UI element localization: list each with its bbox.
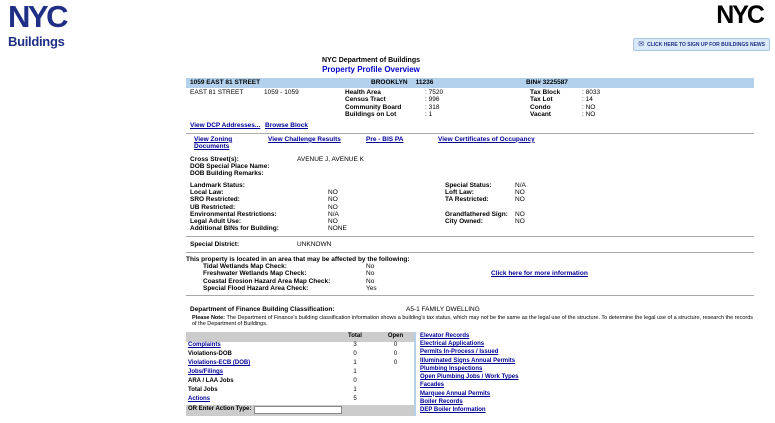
attribute-row bbox=[190, 225, 754, 232]
attribute-label-2 bbox=[445, 225, 515, 232]
record-total: 1 bbox=[353, 387, 357, 394]
detail-value: : 7520 bbox=[425, 88, 444, 96]
attribute-label: Environmental Restrictions: bbox=[190, 210, 277, 218]
property-address: 1059 EAST 81 STREET bbox=[190, 79, 261, 87]
divider bbox=[186, 133, 754, 134]
property-details bbox=[186, 89, 754, 119]
nav-link[interactable]: Pre - BIS PA bbox=[366, 135, 404, 143]
detail-label: Tax Block bbox=[530, 88, 561, 96]
bin-number: BIN# 3225587 bbox=[526, 79, 568, 87]
detail-value: : 14 bbox=[582, 96, 593, 104]
buildings-news-signup-link[interactable] bbox=[633, 38, 770, 51]
detail-label: Vacant bbox=[530, 111, 551, 119]
record-link[interactable]: DEP Boiler Information bbox=[420, 407, 486, 414]
detail-label: Health Area bbox=[345, 88, 381, 96]
check-label: Special Flood Hazard Area Check: bbox=[203, 284, 309, 292]
detail-label: Community Board bbox=[345, 103, 402, 111]
nav-link[interactable]: View Certificates of Occupancy bbox=[438, 135, 535, 143]
check-value: Yes bbox=[366, 284, 377, 292]
record-total: 0 bbox=[353, 378, 357, 385]
nav-link[interactable]: View Challenge Results bbox=[268, 135, 341, 143]
attribute-label: SRO Restricted: bbox=[190, 196, 240, 204]
record-row bbox=[186, 360, 414, 369]
attributes-block bbox=[186, 156, 754, 233]
attribute-label-2: City Owned: bbox=[445, 218, 483, 226]
records-section bbox=[186, 332, 754, 416]
record-link[interactable]: Electrical Applications bbox=[420, 340, 485, 347]
record-link[interactable]: Boiler Records bbox=[420, 399, 463, 405]
attribute-label-2: Grandfathered Sign: bbox=[445, 210, 508, 218]
detail-link[interactable]: View DCP Addresses... bbox=[190, 121, 261, 129]
record-row bbox=[186, 369, 414, 378]
property-header-bar bbox=[186, 78, 754, 88]
area-check-row bbox=[186, 285, 754, 292]
detail-label: Tax Lot bbox=[530, 96, 553, 104]
attribute-row bbox=[190, 182, 754, 189]
nav-link[interactable]: View Zoning Documents bbox=[194, 135, 233, 151]
record-link[interactable]: Plumbing Inspections bbox=[420, 365, 483, 372]
details-mid-column bbox=[345, 89, 530, 119]
attribute-value-2: NO bbox=[515, 218, 525, 226]
record-links-panel bbox=[414, 332, 754, 416]
open-column-header: Open bbox=[387, 332, 404, 339]
detail-value: : 8033 bbox=[582, 88, 601, 96]
attribute-row bbox=[190, 189, 754, 196]
cross-streets-value: AVENUE J, AVENUE K bbox=[297, 155, 364, 163]
detail-value: : 318 bbox=[425, 103, 440, 111]
attribute-value-2: NO bbox=[515, 210, 525, 218]
action-type-row bbox=[186, 405, 414, 416]
record-row bbox=[186, 378, 414, 387]
attribute-row bbox=[190, 204, 754, 211]
area-checks-heading: This property is located in an area that may be affected by the following: bbox=[186, 255, 410, 263]
attribute-label-2 bbox=[445, 163, 515, 170]
dof-note-label: Please Note: bbox=[192, 315, 226, 322]
attribute-value: NO bbox=[328, 203, 338, 211]
records-table-header bbox=[186, 332, 414, 342]
detail-label: Buildings on Lot bbox=[345, 111, 397, 119]
records-table bbox=[186, 332, 414, 416]
area-checks-section bbox=[186, 256, 754, 292]
divider bbox=[186, 236, 754, 237]
nyc-logo-right: NYC bbox=[716, 1, 763, 29]
detail-row bbox=[345, 104, 530, 112]
record-row bbox=[186, 396, 414, 405]
attribute-value: N/A bbox=[328, 210, 339, 218]
record-open: 0 bbox=[393, 342, 398, 349]
cross-streets-row bbox=[190, 156, 754, 163]
record-label[interactable]: Actions bbox=[188, 396, 211, 403]
dob-logo bbox=[8, 0, 66, 49]
detail-value: : NO bbox=[582, 111, 596, 119]
attribute-row bbox=[190, 211, 754, 218]
record-total: 5 bbox=[353, 396, 357, 403]
divider bbox=[186, 252, 754, 253]
detail-row bbox=[345, 89, 530, 97]
borough: BROOKLYN bbox=[371, 79, 408, 87]
attribute-row bbox=[190, 218, 754, 225]
attribute-value: NO bbox=[328, 189, 338, 196]
record-link[interactable]: Permits In-Process / Issued bbox=[420, 349, 499, 356]
detail-row bbox=[345, 96, 530, 104]
special-district-value: UNKNOWN bbox=[297, 240, 332, 248]
attribute-value bbox=[328, 182, 445, 189]
attribute-value: NONE bbox=[328, 225, 347, 233]
attribute-label: DOB Building Remarks: bbox=[190, 170, 264, 178]
street-name: EAST 81 STREET bbox=[190, 88, 244, 96]
record-open: 0 bbox=[393, 351, 398, 358]
attribute-label: UB Restricted: bbox=[190, 203, 236, 211]
attribute-value-2: NO bbox=[515, 196, 525, 204]
detail-row bbox=[530, 89, 754, 97]
area-check-row bbox=[186, 270, 754, 277]
zip-code: 11236 bbox=[415, 79, 434, 87]
detail-value: : NO bbox=[582, 103, 596, 111]
attribute-label-2 bbox=[445, 170, 515, 177]
attribute-value bbox=[328, 163, 445, 170]
attribute-label-2: Special Status: bbox=[445, 181, 492, 189]
record-total: 1 bbox=[353, 369, 357, 376]
special-district-label: Special District: bbox=[190, 240, 240, 248]
main-content bbox=[186, 55, 754, 416]
attribute-value-2: NO bbox=[515, 189, 525, 196]
detail-value: : 1 bbox=[425, 111, 433, 119]
record-label[interactable]: Complaints bbox=[188, 342, 221, 349]
attribute-value-2: N/A bbox=[515, 181, 526, 189]
action-type-input[interactable] bbox=[254, 406, 342, 414]
dof-note-text: The Department of Finance's building classification information shows a building's tax status, which may not be the same as the legal use of the structure. To determine the legal use of a structure, research the records of the Department of Buildings. bbox=[192, 315, 754, 328]
check-value: No bbox=[366, 263, 375, 271]
detail-row bbox=[530, 96, 754, 104]
details-right-column bbox=[530, 89, 754, 119]
check-value: No bbox=[366, 270, 375, 278]
address-range: 1059 - 1059 bbox=[264, 88, 299, 96]
dof-note bbox=[186, 315, 754, 328]
cross-streets-label: Cross Street(s): bbox=[190, 155, 239, 163]
record-total: 1 bbox=[353, 360, 357, 367]
record-label[interactable]: Jobs/Filings bbox=[188, 369, 224, 376]
record-label[interactable]: Violations-DOB bbox=[188, 351, 232, 358]
property-borough-zip bbox=[371, 79, 526, 86]
record-label[interactable]: Violations-ECB (DOB) bbox=[188, 360, 251, 367]
nyc-logo-left: NYC bbox=[8, 0, 66, 34]
record-row bbox=[186, 351, 414, 360]
attribute-label: Legal Adult Use: bbox=[190, 218, 242, 226]
record-open: 0 bbox=[393, 360, 398, 367]
buildings-wordmark: Buildings bbox=[8, 34, 65, 49]
record-link[interactable]: Illuminated Signs Annual Permits bbox=[420, 357, 516, 364]
attribute-label-2: TA Restricted: bbox=[445, 196, 489, 204]
detail-row bbox=[345, 111, 530, 119]
detail-row bbox=[530, 104, 754, 112]
more-info-link[interactable]: Click here for more information bbox=[491, 270, 588, 278]
record-link[interactable]: Marquee Annual Permits bbox=[420, 390, 491, 397]
record-link[interactable]: Elevator Records bbox=[420, 332, 470, 339]
record-total: 0 bbox=[353, 351, 357, 358]
detail-label: Census Tract bbox=[345, 96, 386, 104]
special-district-row bbox=[186, 241, 754, 249]
action-type-label: OR Enter Action Type: bbox=[188, 406, 252, 413]
records-rows bbox=[186, 342, 414, 405]
buildings-news-signup-label: CLICK HERE TO SIGN UP FOR BUILDINGS NEWS bbox=[647, 41, 765, 48]
record-row bbox=[186, 387, 414, 396]
check-label: Coastal Erosion Hazard Area Map Check: bbox=[203, 277, 331, 285]
detail-link[interactable]: Browse Block bbox=[265, 121, 308, 129]
total-column-header: Total bbox=[348, 332, 362, 339]
check-label: Freshwater Wetlands Map Check: bbox=[203, 270, 307, 278]
document-links-row bbox=[186, 135, 754, 151]
dof-classification-value: A5-1 FAMILY DWELLING bbox=[406, 306, 480, 314]
attribute-label-2 bbox=[445, 204, 515, 211]
area-check-row bbox=[186, 278, 754, 285]
record-label[interactable]: ARA / LAA Jobs bbox=[188, 378, 234, 385]
agency-title: NYC Department of Buildings bbox=[321, 57, 420, 64]
detail-row bbox=[530, 111, 754, 119]
attribute-label: DOB Special Place Name: bbox=[190, 163, 270, 171]
record-link[interactable]: Open Plumbing Jobs / Work Types bbox=[420, 374, 519, 381]
divider bbox=[186, 295, 754, 296]
dof-classification-label: Department of Finance Building Classification: bbox=[190, 306, 335, 314]
record-total: 3 bbox=[353, 342, 357, 349]
attribute-rows bbox=[190, 163, 754, 233]
page-title: Property Profile Overview bbox=[322, 65, 420, 75]
record-row bbox=[186, 342, 414, 351]
check-label: Tidal Wetlands Map Check: bbox=[203, 263, 287, 271]
envelope-icon: ✉ bbox=[638, 41, 645, 48]
attribute-row bbox=[190, 163, 754, 170]
attribute-label-2: Loft Law: bbox=[445, 189, 474, 196]
dof-classification-row bbox=[186, 306, 754, 314]
attribute-label: Local Law: bbox=[190, 189, 224, 196]
detail-label: Condo bbox=[530, 103, 551, 111]
attribute-value: NO bbox=[328, 196, 338, 204]
attribute-row bbox=[190, 170, 754, 177]
area-check-rows bbox=[186, 263, 754, 292]
area-check-row bbox=[186, 263, 754, 270]
record-label[interactable]: Total Jobs bbox=[188, 387, 218, 394]
attribute-value bbox=[328, 170, 445, 177]
attribute-row bbox=[190, 196, 754, 203]
attribute-label: Landmark Status: bbox=[190, 181, 245, 189]
check-value: No bbox=[366, 277, 375, 285]
dcp-links-row bbox=[186, 122, 754, 130]
attribute-label: Additional BINs for Building: bbox=[190, 225, 279, 233]
attribute-value: NO bbox=[328, 218, 338, 226]
record-link[interactable]: Facades bbox=[420, 382, 445, 389]
detail-value: : 996 bbox=[425, 96, 440, 104]
